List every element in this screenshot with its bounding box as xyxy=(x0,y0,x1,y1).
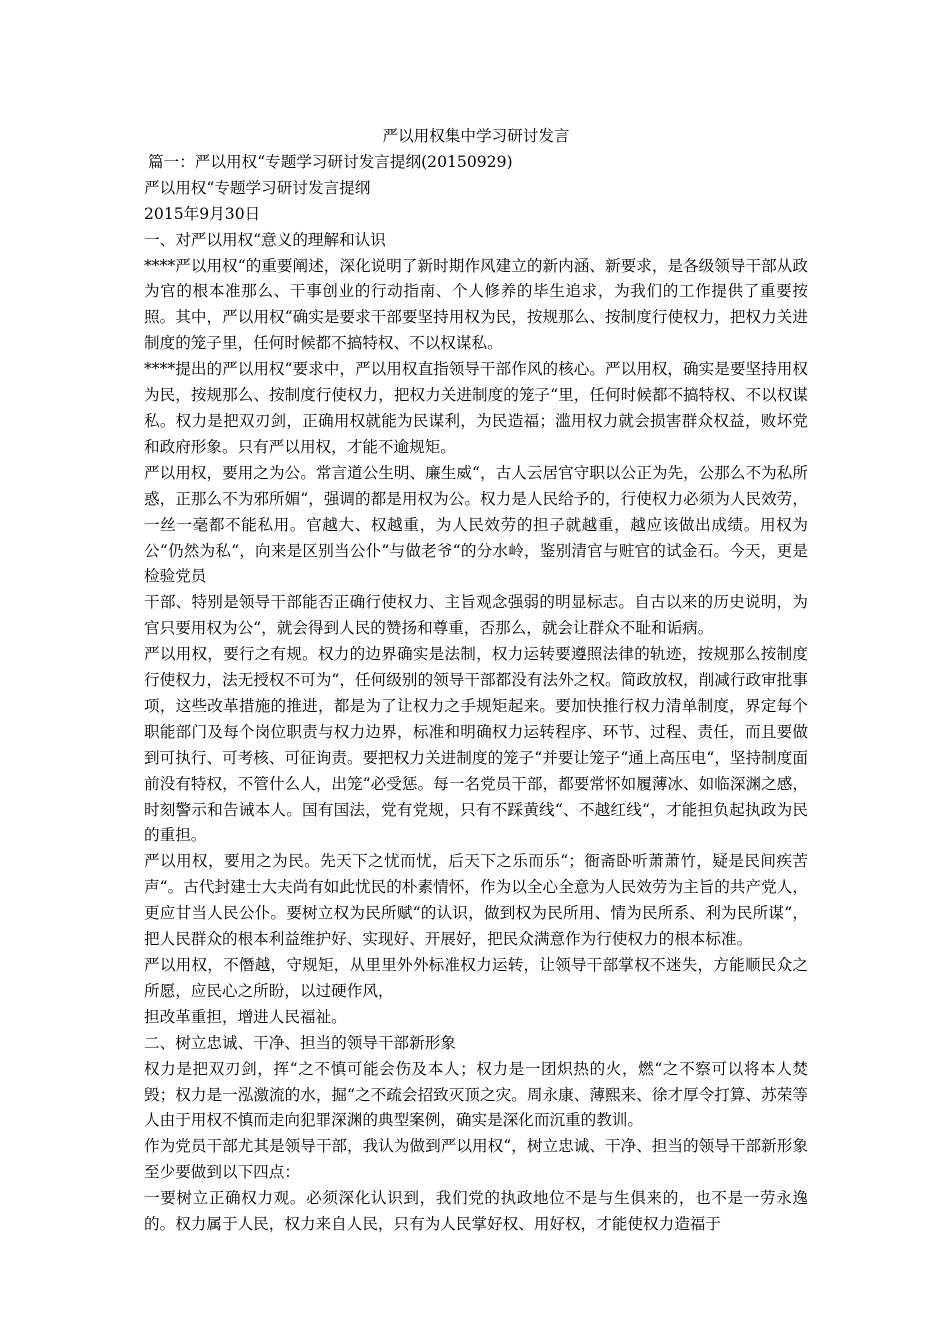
body-paragraph: 干部、特别是领导干部能否正确行使权力、主旨观念强弱的明显标志。自古以来的历史说明，为官只要用权为公“，就会得到人民的赞扬和尊重，否那么，就会让群众不耻和诟病。 xyxy=(144,593,808,638)
body-paragraph: 严以用权，要行之有规。权力的边界确实是法制，权力运转要遵照法律的轨迹，按规那么按制度行使权力，法无授权不可为“，任何级别的领导干部都没有法外之权。简政放权，削减行政审批事项，这些改革措施的推进，都是为了让权力之手规矩起来。要加快推行权力清单制度，界定每个职能部门及每个岗位职责与权力边界，标准和明确权力运转程序、环节、过程、责任，而且要做到可执行、可考核、可征询责。要把权力关进制度的笼子“并要让笼子“通上高压电“，坚持制度面前没有特权，不管什么人，出笼“必受惩。每一名党员干部，都要常怀如履薄冰、如临深渊之感，时刻警示和告诫本人。国有国法，党有党规，只有不踩黄线“、不越红线“，才能担负起执政为民的重担。 xyxy=(144,645,808,845)
body-paragraph: ****提出的严以用权“要求中，严以用权直指领导干部作风的核心。严以用权，确实是要坚持用权为民，按规那么、按制度行使权力，把权力关进制度的笼子“里，任何时候都不搞特权、不以权谋私。权力是把双刃剑，正确用权就能为民谋利，为民造福；滥用权力就会损害群众权益，败坏党和政府形象。只有严以用权，才能不逾规矩。 xyxy=(144,360,808,456)
body-paragraph: 作为党员干部尤其是领导干部，我认为做到严以用权“，树立忠诚、干净、担当的领导干部新形象至少要做到以下四点： xyxy=(144,1137,808,1182)
section-heading: 一、对严以用权“意义的理解和认识 xyxy=(144,230,386,249)
body-paragraph: 严以用权，不僭越，守规矩，从里里外外标准权力运转，让领导干部掌权不迷失，方能顺民众之 所愿，应民心之所盼，以过硬作风， xyxy=(144,956,808,1000)
body-paragraph: ****严以用权“的重要阐述，深化说明了新时期作风建立的新内涵、新要求，是各级领导干部从政为官的根本准那么、干事创业的行动指南、个人修养的毕生追求，为我们的工作提供了重要按照。其中，严以用权“确实是要求干部要坚持用权为民，按规那么、按制度行使权力，把权力关进制度的笼子里，任何时候都不搞特权、不以权谋私。 xyxy=(144,256,808,353)
body-paragraph: 担改革重担，增进人民福祉。 xyxy=(144,1007,347,1026)
body-paragraph: 一要树立正确权力观。必须深化认识到，我们党的执政地位不是与生俱来的，也不是一劳永逸的。权力属于人民，权力来自人民，只有为人民掌好权、用好权，才能使权力造福于 xyxy=(144,1189,808,1234)
section-heading: 篇一：严以用权“专题学习研讨发言提纲(20150929) xyxy=(148,152,513,171)
document-title: 严以用权集中学习研讨发言 xyxy=(382,127,570,145)
section-heading: 二、树立忠诚、干净、担当的领导干部新形象 xyxy=(144,1033,456,1052)
body-paragraph: 严以用权，要用之为公。常言道公生明、廉生威“，古人云居官守职以公正为先，公那么不为私所惑，正那么不为邪所媚“，强调的都是用权为公。权力是人民给予的，行使权力必须为人民效劳，一丝一毫都不能私用。官越大、权越重，为人民效劳的担子就越重，越应该做出成绩。用权为公“仍然为私“，向来是区别当公仆“与做老爷“的分水岭，鉴别清官与赃官的试金石。今天，更是检验党员 xyxy=(144,463,808,586)
subtitle: 严以用权“专题学习研讨发言提纲 xyxy=(144,178,371,197)
body-paragraph: 严以用权，要用之为民。先天下之忧而忧，后天下之乐而乐“；衙斋卧听萧萧竹，疑是民间疾苦声“。古代封建士大夫尚有如此忧民的朴素情怀，作为以全心全意为人民效劳为主旨的共产党人，更应甘当人民公仆。要树立权为民所赋“的认识，做到权为民所用、情为民所系、利为民所谋“，把人民群众的根本利益维护好、实现好、开展好，把民众满意作为行使权力的根本标准。 xyxy=(144,852,808,949)
date-line: 2015年9月30日 xyxy=(144,204,261,223)
body-paragraph: 权力是把双刃剑，挥“之不慎可能会伤及本人；权力是一团炽热的火，燃“之不察可以将本人焚毁；权力是一泓激流的水，掘“之不疏会招致灭顶之灾。周永康、薄熙来、徐才厚令打算、苏荣等人由于用权不慎而走向犯罪深渊的典型案例，确实是深化而沉重的教训。 xyxy=(144,1059,808,1130)
document-page xyxy=(144,124,808,1238)
